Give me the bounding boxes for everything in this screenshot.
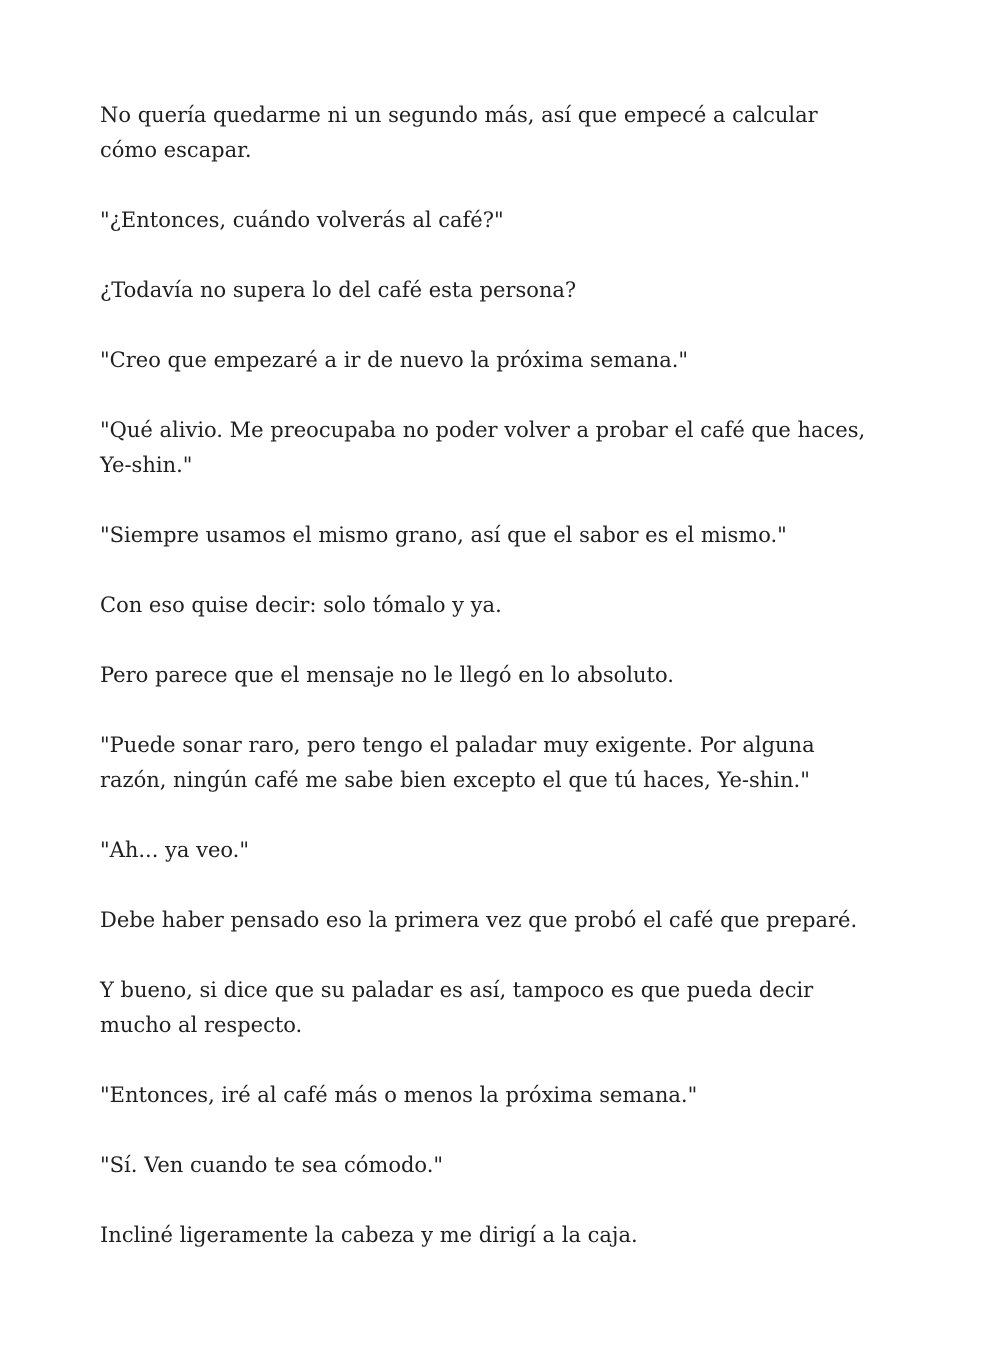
paragraph: "Entonces, iré al café más o menos la próxima semana." — [100, 1083, 698, 1107]
paragraph: Con eso quise decir: solo tómalo y ya. — [100, 593, 502, 617]
paragraph: Incliné ligeramente la cabeza y me dirigí a la caja. — [100, 1223, 638, 1247]
paragraph: "Qué alivio. Me preocupaba no poder volver a probar el café que haces, Ye-shin." — [100, 418, 866, 477]
paragraph: "Siempre usamos el mismo grano, así que el sabor es el mismo." — [100, 523, 787, 547]
paragraph: Debe haber pensado eso la primera vez que probó el café que preparé. — [100, 908, 858, 932]
paragraph: No quería quedarme ni un segundo más, así que empecé a calcular cómo escapar. — [100, 103, 818, 162]
paragraph: Y bueno, si dice que su paladar es así, tampoco es que pueda decir mucho al respecto. — [100, 978, 814, 1037]
paragraph: "¿Entonces, cuándo volverás al café?" — [100, 208, 504, 232]
paragraph: "Ah... ya veo." — [100, 838, 250, 862]
paragraph: "Sí. Ven cuando te sea cómodo." — [100, 1153, 444, 1177]
paragraph: ¿Todavía no supera lo del café esta persona? — [100, 278, 577, 302]
document-body — [100, 98, 880, 1253]
paragraph: Pero parece que el mensaje no le llegó en lo absoluto. — [100, 663, 674, 687]
paragraph: "Puede sonar raro, pero tengo el paladar muy exigente. Por alguna razón, ningún café me sabe bien excepto el que tú haces, Ye-shin." — [100, 733, 815, 792]
paragraph: "Creo que empezaré a ir de nuevo la próxima semana." — [100, 348, 689, 372]
